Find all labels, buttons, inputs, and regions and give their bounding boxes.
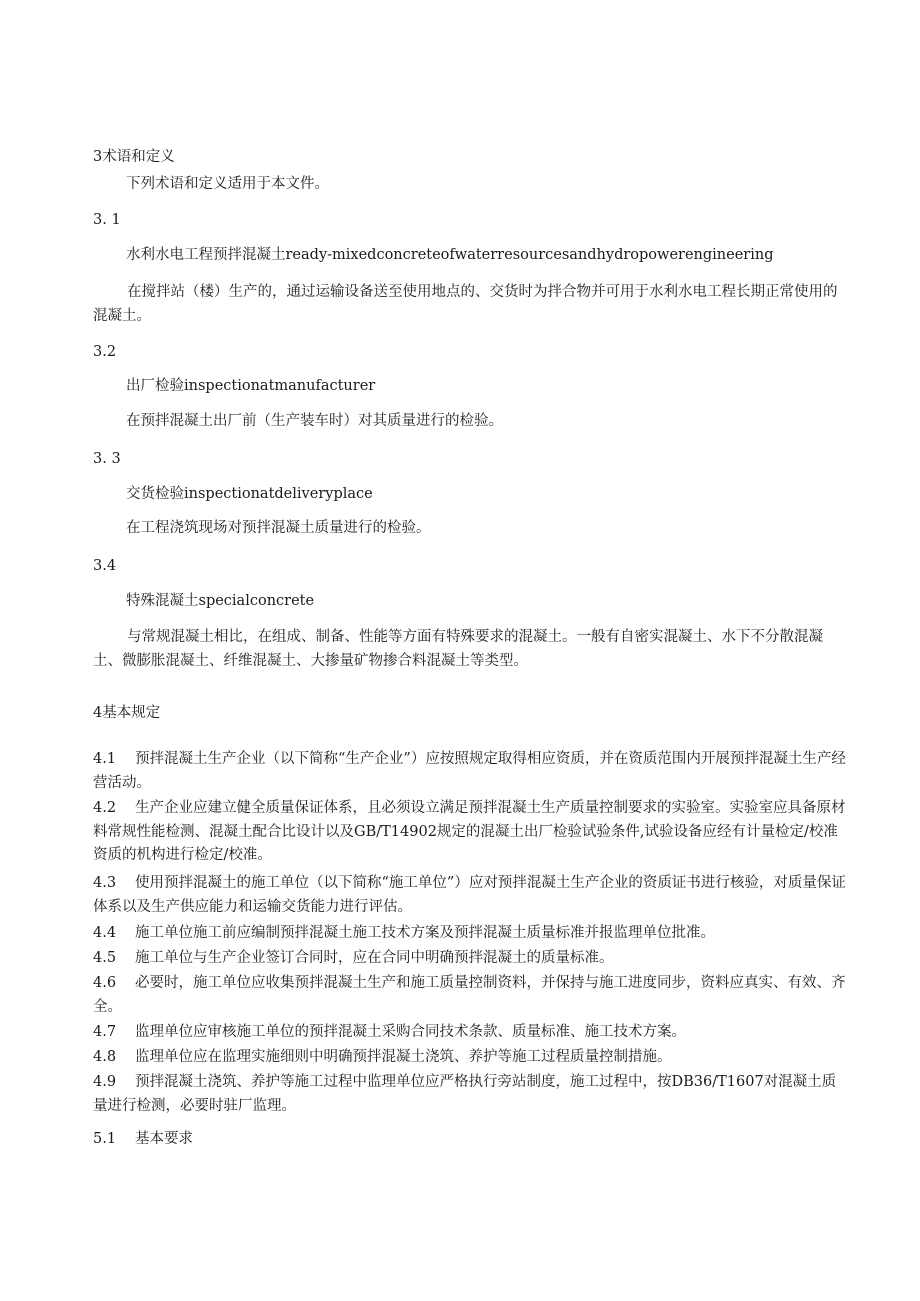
clause-4-1 [93,748,849,795]
term-3-4-title: 特殊混凝土specialconcrete [126,593,315,609]
clause-4-6 [93,972,849,1019]
clause-number: 4.5 [93,950,117,966]
section-number: 5.1 [93,1131,117,1147]
clause-text: 监理单位应在监理实施细则中明确预拌混凝土浇筑、养护等施工过程质量控制措施。 [135,1049,672,1065]
clause-number: 4.3 [93,875,117,891]
clause-4-9 [93,1071,849,1118]
section-3-intro: 下列术语和定义适用于本文件。 [126,176,329,192]
clause-text: 生产企业应建立健全质量保证体系，且必须设立满足预拌混凝土生产质量控制要求的实验室。实验室应具备原材料常规性能检测、混凝土配合比设计以及GB/T14902规定的混凝土出厂检验试验条件,试验设备应经有计量检定/校准资质的机构进行检定/校准。 [93,800,846,863]
term-3-2-definition: 在预拌混凝土出厂前（生产装车时）对其质量进行的检验。 [126,413,503,429]
term-3-3-definition: 在工程浇筑现场对预拌混凝土质量进行的检验。 [126,520,431,536]
section-title: 基本要求 [135,1131,193,1147]
clause-number: 4.2 [93,800,117,816]
term-3-3-title: 交货检验inspectionatdeliveryplace [126,486,373,502]
term-3-2-title: 出厂检验inspectionatmanufacturer [126,378,376,394]
term-3-1-title: 水利水电工程预拌混凝土ready-mixedconcreteofwaterresourcesandhydropowerengineering [126,247,774,263]
clause-number: 4.8 [93,1049,117,1065]
clause-text: 预拌混凝土生产企业（以下简称“生产企业”）应按照规定取得相应资质，并在资质范围内开展预拌混凝土生产经营活动。 [93,751,846,791]
clause-text: 使用预拌混凝土的施工单位（以下简称“施工单位”）应对预拌混凝土生产企业的资质证书进行核验，对质量保证体系以及生产供应能力和运输交货能力进行评估。 [93,875,846,915]
term-3-4-definition: 与常规混凝土相比，在组成、制备、性能等方面有特殊要求的混凝土。一般有自密实混凝土、水下不分散混凝土、微膨胀混凝土、纤维混凝土、大掺量矿物掺合料混凝土等类型。 [93,629,823,669]
clause-number: 4.6 [93,975,117,991]
clause-text: 预拌混凝土浇筑、养护等施工过程中监理单位应严格执行旁站制度，施工过程中，按DB36/T1607对混凝土质量进行检测，必要时驻厂监理。 [93,1074,837,1114]
clause-4-5 [93,947,849,971]
clause-text: 施工单位与生产企业签订合同时，应在合同中明确预拌混凝土的质量标准。 [135,950,614,966]
term-3-1-number: 3. 1 [93,212,121,228]
term-3-3-number: 3. 3 [93,451,121,467]
clause-text: 施工单位施工前应编制预拌混凝土施工技术方案及预拌混凝土质量标准并报监理单位批准。 [135,925,715,941]
section-5-1-heading [93,1128,849,1152]
term-3-2-number: 3.2 [93,344,117,360]
clause-4-3 [93,872,849,919]
clause-4-2 [93,797,849,868]
clause-number: 4.4 [93,925,117,941]
clause-4-8 [93,1046,849,1070]
term-3-1-definition: 在搅拌站（楼）生产的，通过运输设备送至使用地点的、交货时为拌合物并可用于水利水电工程长期正常使用的混凝土。 [93,284,838,324]
term-3-4-number: 3.4 [93,558,117,574]
clause-text: 监理单位应审核施工单位的预拌混凝土采购合同技术条款、质量标准、施工技术方案。 [135,1024,686,1040]
section-4-heading: 4基本规定 [93,705,161,721]
clause-4-4 [93,922,849,946]
clause-number: 4.1 [93,751,117,767]
clause-text: 必要时，施工单位应收集预拌混凝土生产和施工质量控制资料，并保持与施工进度同步，资料应真实、有效、齐全。 [93,975,846,1015]
clause-4-7 [93,1021,849,1045]
section-3-heading: 3术语和定义 [93,149,175,165]
clause-number: 4.9 [93,1074,117,1090]
clause-number: 4.7 [93,1024,117,1040]
